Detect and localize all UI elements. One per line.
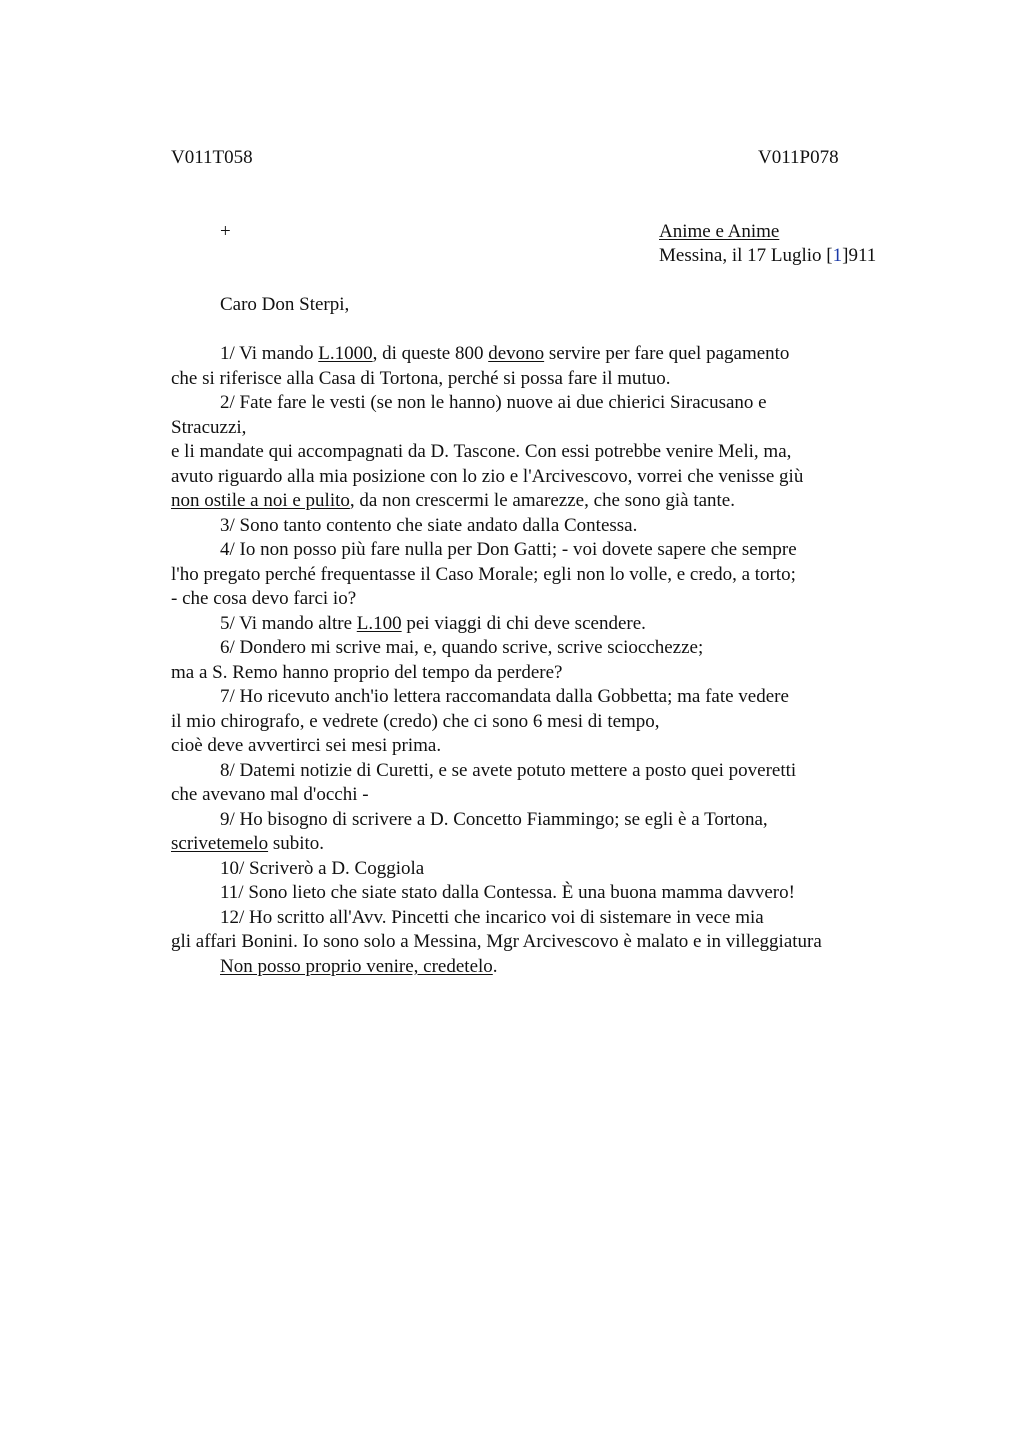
p4-line1: 4/ Io non posso più fare nulla per Don Gatti; - voi dovete sapere che sempre: [220, 539, 797, 560]
closing-emphasis: Non posso proprio venire, credetelo: [220, 956, 493, 977]
p7-line2: il mio chirografo, e vedrete (credo) che ci sono 6 mesi di tempo,: [171, 711, 660, 732]
p1-emphasis: devono: [488, 343, 545, 364]
motto: Anime e Anime: [659, 221, 780, 242]
p5-text-a: 5/ Vi mando altre: [220, 613, 357, 634]
p5-text-b: pei viaggi di chi deve scendere.: [401, 613, 646, 634]
dateline-before: Messina, il 17 Luglio [: [659, 245, 833, 266]
p12-line1: 12/ Ho scritto all'Avv. Pincetti che incarico voi di sistemare in vece mia: [220, 907, 764, 928]
cross-mark: +: [220, 221, 231, 242]
p1-line1: [220, 342, 789, 367]
p5-line: [220, 612, 646, 637]
p8-line1: 8/ Datemi notizie di Curetti, e se avete potuto mettere a posto quei poveretti: [220, 760, 797, 781]
p2-line1: 2/ Fate fare le vesti (se non le hanno) nuove ai due chierici Siracusano e: [220, 392, 767, 413]
p6-line1: 6/ Dondero mi scrive mai, e, quando scrive, scrive sciocchezze;: [220, 637, 704, 658]
p2-line4: avuto riguardo alla mia posizione con lo zio e l'Arcivescovo, vorrei che venisse giù: [171, 466, 804, 487]
p7-line3: cioè deve avvertirci sei mesi prima.: [171, 735, 442, 756]
footnote-ref[interactable]: 1: [832, 245, 843, 266]
closing-line: [220, 955, 498, 980]
p1-text-a: 1/ Vi mando: [220, 343, 319, 364]
p12-line2: gli affari Bonini. Io sono solo a Messina, Mgr Arcivescovo è malato e in villeggiatura: [171, 931, 822, 952]
p6-line2: ma a S. Remo hanno proprio del tempo da perdere?: [171, 662, 563, 683]
p10-line: 10/ Scriverò a D. Coggiola: [220, 858, 425, 879]
p3-line: 3/ Sono tanto contento che siate andato dalla Contessa.: [220, 515, 638, 536]
p7-line1: 7/ Ho ricevuto anch'io lettera raccomandata dalla Gobbetta; ma fate vedere: [220, 686, 789, 707]
p1-text-b: , di queste 800: [372, 343, 489, 364]
p9-line2: [171, 832, 324, 857]
closing-period: .: [492, 956, 498, 977]
dateline: [659, 244, 876, 269]
p2-line5: [171, 489, 735, 514]
salutation: Caro Don Sterpi,: [220, 294, 350, 315]
doc-code-left: V011T058: [171, 147, 253, 168]
p2-emphasis: non ostile a noi e pulito: [171, 490, 350, 511]
doc-code-right: V011P078: [758, 147, 839, 168]
p9-emphasis: scrivetemelo: [171, 833, 269, 854]
p5-amount: L.100: [356, 613, 402, 634]
p1-text-c: servire per fare quel pagamento: [544, 343, 790, 364]
p2-line5-rest: , da non crescermi le amarezze, che sono già tante.: [349, 490, 735, 511]
p9-line2-rest: subito.: [268, 833, 325, 854]
p4-line3: - che cosa devo farci io?: [171, 588, 357, 609]
p11-line: 11/ Sono lieto che siate stato dalla Contessa. È una buona mamma davvero!: [220, 882, 795, 903]
p2-line2: Stracuzzi,: [171, 417, 247, 438]
p1-amount: L.1000: [318, 343, 373, 364]
p4-line2: l'ho pregato perché frequentasse il Caso Morale; egli non lo volle, e credo, a torto;: [171, 564, 796, 585]
p8-line2: che avevano mal d'occhi -: [171, 784, 369, 805]
p1-line2: che si riferisce alla Casa di Tortona, perché si possa fare il mutuo.: [171, 368, 671, 389]
p9-line1: 9/ Ho bisogno di scrivere a D. Concetto Fiammingo; se egli è a Tortona,: [220, 809, 768, 830]
p2-line3: e li mandate qui accompagnati da D. Tascone. Con essi potrebbe venire Meli, ma,: [171, 441, 792, 462]
dateline-after: ]911: [842, 245, 877, 266]
